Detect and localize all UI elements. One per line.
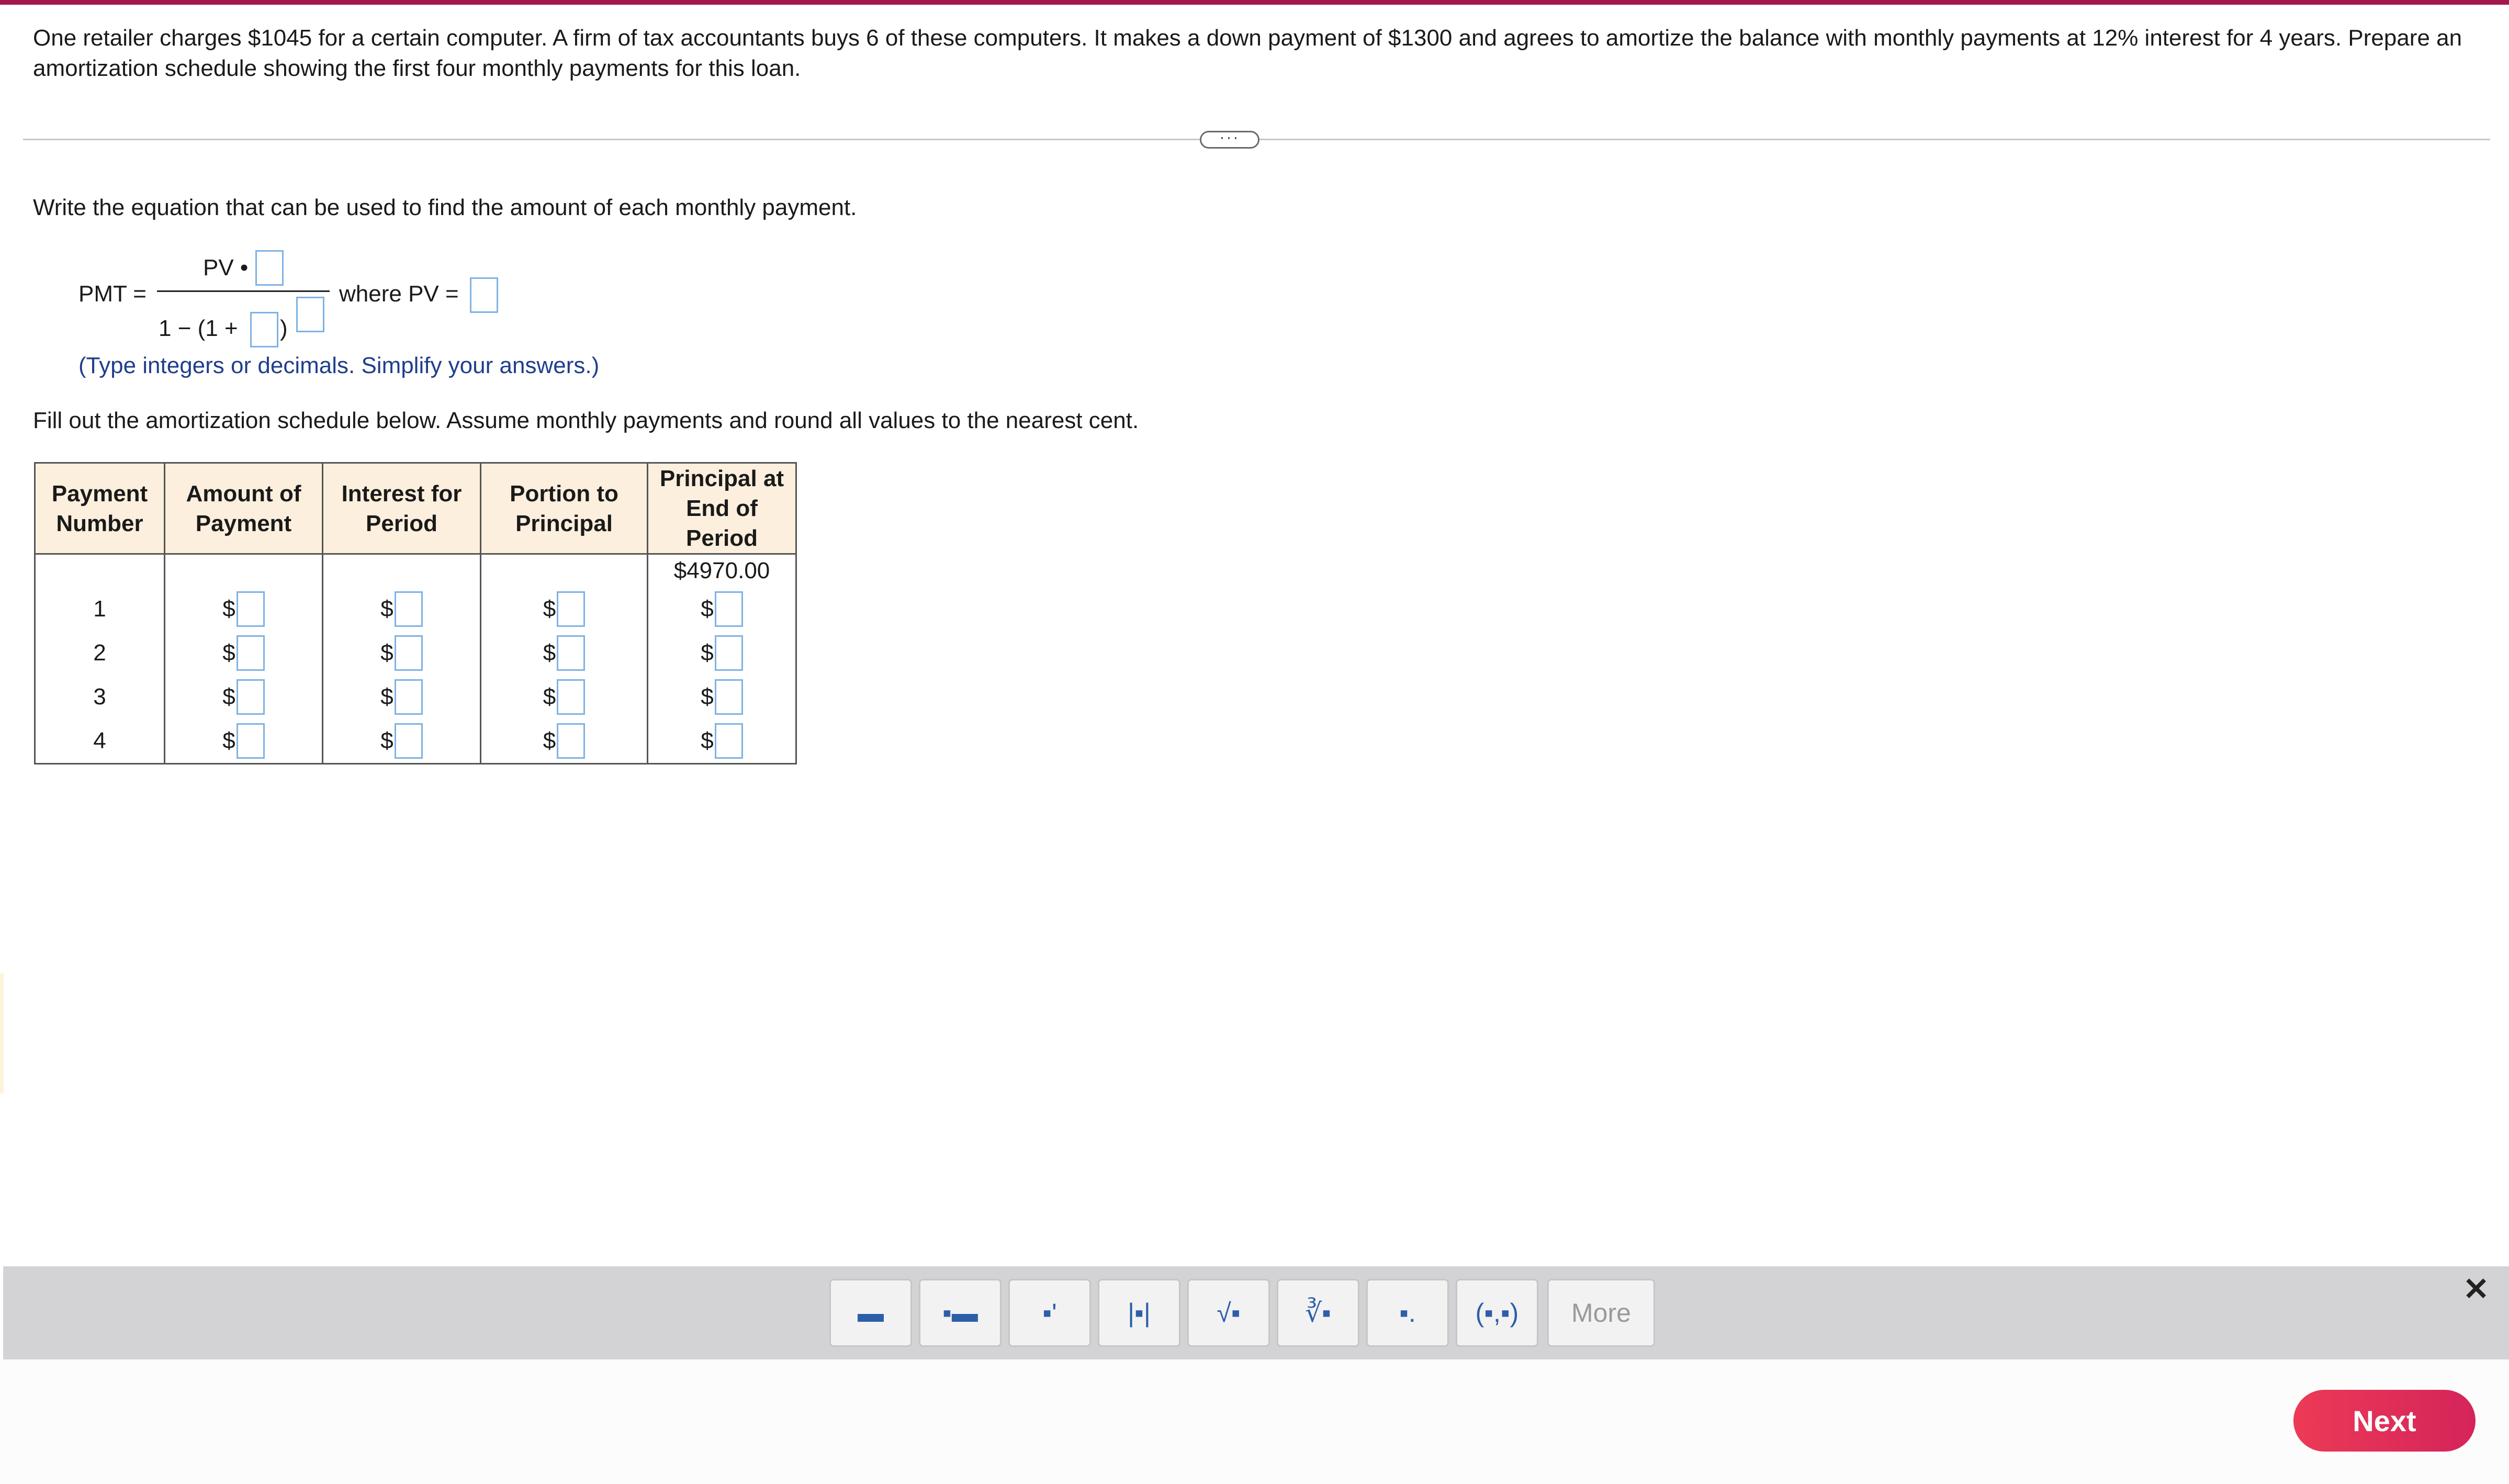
- subscript-button[interactable]: [1366, 1279, 1449, 1347]
- answer-hint: (Type integers or decimals. Simplify your answers.): [78, 353, 600, 378]
- subscript-icon: ▪.: [1399, 1298, 1416, 1328]
- mixed-number-button[interactable]: [919, 1279, 1002, 1347]
- table-row: 4 $ $ $ $: [35, 719, 796, 764]
- initial-principal: $4970.00: [648, 554, 796, 588]
- footer-bar: [0, 1359, 2509, 1484]
- header-amount-of-payment: Amount of Payment: [165, 463, 323, 554]
- pv-input[interactable]: [470, 277, 498, 313]
- nth-root-icon: ∛▪: [1305, 1298, 1331, 1328]
- more-button[interactable]: More: [1547, 1279, 1655, 1347]
- equation-instruction: Write the equation that can be used to find the amount of each monthly payment.: [33, 195, 857, 220]
- payment-number: 2: [35, 631, 165, 675]
- payment-number: 1: [35, 587, 165, 631]
- nth-root-button[interactable]: [1277, 1279, 1359, 1347]
- pv-label: PV •: [203, 255, 249, 280]
- numerator-rate-input[interactable]: [255, 250, 284, 286]
- ordered-pair-button[interactable]: [1456, 1279, 1538, 1347]
- payment-number: 3: [35, 675, 165, 719]
- absolute-value-button[interactable]: [1098, 1279, 1180, 1347]
- absolute-value-icon: |▪|: [1128, 1298, 1151, 1328]
- end-principal-input[interactable]: [715, 635, 743, 671]
- exponent-input[interactable]: [296, 297, 324, 332]
- end-principal-input[interactable]: [715, 679, 743, 715]
- exponent-button[interactable]: [1008, 1279, 1091, 1347]
- problem-text: One retailer charges $1045 for a certain computer. A firm of tax accountants buys 6 of these computers. It makes a down payment of $1300 and agrees to amortize the balance with monthly payments at 12% interest for 4 years. Prepare an amortization schedule showing the first four monthly payments for this loan.: [33, 25, 2462, 81]
- principal-portion-input[interactable]: [557, 679, 585, 715]
- table-row-initial: [35, 554, 796, 588]
- top-accent-bar: [0, 0, 2509, 5]
- table-row: 2 $ $ $ $: [35, 631, 796, 675]
- end-principal-input[interactable]: [715, 591, 743, 627]
- denominator-rate-input[interactable]: [250, 312, 278, 347]
- left-edge-marker: [0, 973, 4, 1094]
- end-principal-input[interactable]: [715, 723, 743, 759]
- principal-portion-input[interactable]: [557, 591, 585, 627]
- schedule-instruction: Fill out the amortization schedule below. Assume monthly payments and round all values to the nearest cent.: [33, 408, 1139, 433]
- table-row: 3 $ $ $ $: [35, 675, 796, 719]
- square-root-icon: √▪: [1217, 1298, 1241, 1328]
- header-portion-to-principal: Portion to Principal: [481, 463, 648, 554]
- amount-input[interactable]: [237, 635, 265, 671]
- interest-input[interactable]: [395, 635, 423, 671]
- amortization-table: [34, 462, 797, 765]
- close-icon[interactable]: ✕: [2463, 1272, 2490, 1307]
- fraction-button[interactable]: [829, 1279, 912, 1347]
- principal-portion-input[interactable]: [557, 723, 585, 759]
- denominator-prefix: 1 − (1 +: [159, 316, 238, 341]
- exponent-icon: ▪': [1042, 1298, 1057, 1328]
- principal-portion-input[interactable]: [557, 635, 585, 671]
- header-payment-number: Payment Number: [35, 463, 165, 554]
- expand-button[interactable]: ···: [1200, 131, 1259, 149]
- payment-number: 4: [35, 719, 165, 764]
- denominator-close-paren: ): [280, 316, 288, 341]
- amount-input[interactable]: [237, 679, 265, 715]
- ordered-pair-icon: (▪,▪): [1475, 1298, 1519, 1328]
- interest-input[interactable]: [395, 679, 423, 715]
- fraction-bar: [157, 290, 330, 292]
- amount-input[interactable]: [237, 591, 265, 627]
- amount-input[interactable]: [237, 723, 265, 759]
- fraction-icon: ▬: [858, 1298, 884, 1328]
- square-root-button[interactable]: [1187, 1279, 1270, 1347]
- interest-input[interactable]: [395, 591, 423, 627]
- header-interest-for-period: Interest for Period: [323, 463, 481, 554]
- next-button[interactable]: Next: [2293, 1390, 2476, 1452]
- mixed-number-icon: ▪▬: [942, 1298, 978, 1328]
- pmt-label: PMT =: [78, 281, 147, 307]
- header-principal-end-of-period: Principal at End of Period: [648, 463, 796, 554]
- interest-input[interactable]: [395, 723, 423, 759]
- table-row: 1 $ $ $ $: [35, 587, 796, 631]
- where-label: where PV =: [339, 281, 459, 307]
